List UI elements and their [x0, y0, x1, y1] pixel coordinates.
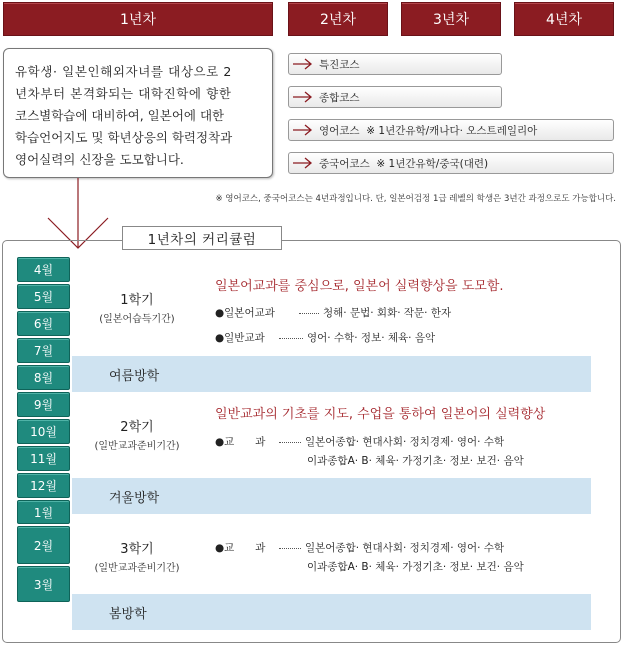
semester-3-sub: (일반교과준비기간): [94, 563, 180, 574]
intro-line: 코스별학습에 대비하여, 일본어에 대한: [15, 108, 225, 123]
intro-line: 학습언어지도 및 학년상응의 학력정착과: [15, 130, 233, 145]
course-note: ※ 영어코스, 중국어코스는 4년과정입니다. 단, 일본어검정 1급 레벨의 학생은 3년간 과정으로도 가능합니다.: [215, 194, 616, 204]
arrow-right-icon: [293, 157, 315, 169]
course-label: 영어코스 ※ 1년간유학/캐나다· 오스트레일리아: [319, 124, 538, 137]
month-cell: 12월: [17, 473, 70, 498]
row-items: 일본어종합· 현대사회· 정치경제· 영어· 수학: [305, 436, 505, 448]
month-cell: 9월: [17, 392, 70, 417]
row-items: 일본어종합· 현대사회· 정치경제· 영어· 수학: [305, 542, 505, 554]
arrow-right-icon: [293, 58, 315, 70]
intro-box: [3, 48, 273, 178]
semester-2-row-2: 이과종합A· B· 체육· 가정기초· 정보· 보건· 음악: [307, 455, 524, 467]
course-label: 종합코스: [319, 91, 360, 104]
month-cell: 11월: [17, 446, 70, 471]
vacation-label: 겨울방학: [109, 490, 160, 506]
semester-1-sub: (일본어습득기간): [99, 314, 175, 325]
vacation-spring: [72, 594, 591, 630]
row-items: 청해· 문법· 회화· 작문· 한자: [323, 307, 452, 319]
course-label: 특진코스: [319, 58, 360, 71]
vacation-label: 봄방학: [109, 606, 147, 622]
course-tokushin[interactable]: [288, 53, 502, 75]
semester-3-name: 3학기: [120, 542, 154, 557]
course-label: 중국어코스 ※ 1년간유학/중국(대련): [319, 157, 489, 170]
row-label: ●교 과: [215, 436, 266, 448]
intro-line: 유학생· 일본인해외자녀를 대상으로 2: [15, 64, 232, 79]
year-tab-4[interactable]: 4년차: [514, 2, 614, 36]
semester-2-goal: 일반교과의 기초를 지도, 수업을 통하여 일본어의 실력향상: [215, 407, 546, 422]
vacation-label: 여름방학: [109, 368, 160, 384]
arrow-right-icon: [293, 124, 315, 136]
year-tab-1[interactable]: 1년차: [3, 2, 273, 36]
row-label: ●교 과: [215, 542, 266, 554]
intro-line: 년차부터 본격화되는 대학진학에 향한: [15, 86, 232, 101]
row-label: ●일반교과: [215, 332, 265, 344]
semester-1-row: [215, 305, 451, 320]
month-cell: 5월: [17, 284, 70, 309]
course-english[interactable]: [288, 119, 614, 141]
curriculum-title: 1년차의 커리큘럼: [122, 226, 282, 250]
course-general[interactable]: [288, 86, 502, 108]
month-cell: 2월: [17, 526, 70, 564]
month-cell: 10월: [17, 419, 70, 444]
month-cell: 4월: [17, 257, 70, 282]
vacation-winter: [72, 478, 591, 514]
intro-line: 영어실력의 신장을 도모합니다.: [15, 152, 184, 167]
course-chinese[interactable]: [288, 152, 614, 174]
month-cell: 6월: [17, 311, 70, 336]
semester-1-row: [215, 330, 435, 345]
month-cell: 3월: [17, 566, 70, 602]
year-tab-2[interactable]: 2년차: [288, 2, 388, 36]
row-label: ●일본어교과: [215, 307, 275, 319]
semester-3-row-2: 이과종합A· B· 체육· 가정기초· 정보· 보건· 음악: [307, 561, 524, 573]
vacation-summer: [72, 356, 591, 392]
semester-3-row: [215, 540, 504, 555]
semester-2-sub: (일반교과준비기간): [94, 441, 180, 452]
month-cell: 7월: [17, 338, 70, 363]
semester-2-name: 2학기: [120, 420, 154, 435]
month-cell: 8월: [17, 365, 70, 390]
month-cell: 1월: [17, 500, 70, 524]
semester-2-row: [215, 434, 504, 449]
semester-1-goal: 일본어교과를 중심으로, 일본어 실력향상을 도모함.: [215, 279, 504, 294]
semester-1-name: 1학기: [120, 293, 154, 308]
year-tab-3[interactable]: 3년차: [401, 2, 501, 36]
arrow-right-icon: [293, 91, 315, 103]
row-items: 영어· 수학· 정보· 체육· 음악: [307, 332, 436, 344]
